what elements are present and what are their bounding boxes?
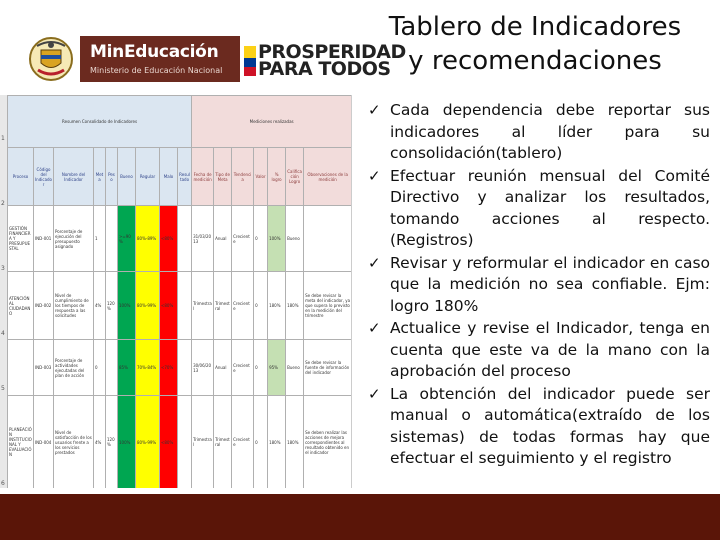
table-row: [8, 206, 352, 272]
checkmark-icon: ✓: [368, 319, 381, 337]
cell-tipo: Anual: [214, 206, 232, 272]
cell-malo: <80%: [160, 206, 178, 272]
cell-fecha: Trimestral: [192, 396, 214, 489]
col-header: Meta: [94, 148, 106, 206]
cell-malo: <70%: [160, 340, 178, 396]
checkmark-icon: ✓: [368, 253, 381, 272]
cell-proceso: GESTIÓN FINANCIERA Y PRESUPUESTAL: [8, 206, 34, 272]
title-line-2: y recomendaciones: [408, 46, 662, 76]
cell-resultado: [178, 340, 192, 396]
section-summary: Resumen Consolidado de Indicadores: [8, 96, 192, 148]
cell-codigo: IND-002: [34, 272, 54, 340]
cell-tendencia: Creciente: [232, 272, 254, 340]
cell-observaciones: Se debe revisar la fuente de información del indicador: [304, 340, 352, 396]
cell-resultado: [178, 272, 192, 340]
cell-tendencia: Creciente: [232, 340, 254, 396]
bullet-text: Revisar y reformular el indicador en caso que la medición no sea confiable. Ejm: logro 180%: [390, 253, 710, 315]
cell-regular: 80%-89%: [136, 206, 160, 272]
ministry-name: MinEducación: [90, 42, 219, 62]
table-row: [8, 272, 352, 340]
colombia-coat-of-arms-icon: [28, 36, 74, 82]
checkmark-icon: ✓: [368, 384, 381, 403]
col-header: Peso: [106, 148, 118, 206]
row-number: 6: [1, 480, 5, 487]
bullet-text: Cada dependencia debe reportar sus indicadores al líder para su consolidación(tablero): [390, 101, 710, 162]
recommendations-list: [368, 100, 710, 471]
col-header: Código del Indicador: [34, 148, 54, 206]
col-header: Nombre del Indicador: [54, 148, 94, 206]
cell-proceso: PLANEACIÓN INSTITUCIONAL Y EVALUACIÓN: [8, 396, 34, 489]
cell-fecha: Trimestral: [192, 272, 214, 340]
list-item: [368, 318, 710, 383]
cell-tipo: Trimestral: [214, 396, 232, 489]
cell-valor: 0: [254, 206, 268, 272]
cell-fecha: 30/06/2013: [192, 340, 214, 396]
row-number: 2: [1, 200, 5, 207]
col-header: Calificación Logro: [286, 148, 304, 206]
cell-proceso: [8, 340, 34, 396]
column-header-row: [8, 148, 352, 206]
cell-bueno: 100%: [118, 396, 136, 489]
cell-peso: 120%: [106, 272, 118, 340]
cell-resultado: [178, 206, 192, 272]
cell-observaciones: Se debe revisar la meta del indicador, ya que supera lo previsto en la medición del trimestre: [304, 272, 352, 340]
indicator-spreadsheet: [0, 95, 352, 488]
cell-logro: 180%: [268, 396, 286, 489]
list-item: [368, 253, 710, 318]
col-header: Bueno: [118, 148, 136, 206]
row-number: 5: [1, 385, 5, 392]
list-item: [368, 384, 710, 470]
ministry-subtitle: Ministerio de Educación Nacional: [90, 66, 223, 75]
cell-valor: 0: [254, 272, 268, 340]
checkmark-icon: ✓: [368, 166, 381, 185]
cell-nombre: Nivel de cumplimiento de los tiempos de respuesta a las solicitudes: [54, 272, 94, 340]
cell-logro: 180%: [268, 272, 286, 340]
indicator-table: [7, 95, 352, 488]
slide-header: [0, 0, 720, 92]
col-header: Observaciones de la medición: [304, 148, 352, 206]
cell-meta: 4%: [94, 396, 106, 489]
prosperidad-text: PROSPERIDAD: [258, 41, 406, 63]
col-header: Fecha de medición: [192, 148, 214, 206]
cell-bueno: >=90%: [118, 206, 136, 272]
row-number: 1: [1, 135, 5, 142]
section-measurements: Mediciones realizadas: [192, 96, 352, 148]
cell-malo: <80%: [160, 396, 178, 489]
cell-valor: 0: [254, 396, 268, 489]
slide-title: [370, 10, 700, 78]
cell-regular: 80%-99%: [136, 396, 160, 489]
row-number: 3: [1, 265, 5, 272]
cell-calificacion: 180%: [286, 396, 304, 489]
bullet-text: Actualice y revise el Indicador, tenga en cuenta que este va de la mano con la aprobación del proceso: [390, 319, 710, 380]
prosperidad-flag-icon: [244, 46, 256, 76]
cell-observaciones: [304, 206, 352, 272]
section-header-row: [8, 96, 352, 148]
cell-codigo: IND-001: [34, 206, 54, 272]
col-header: % logro: [268, 148, 286, 206]
cell-tendencia: Creciente: [232, 396, 254, 489]
footer-bar: [0, 494, 720, 540]
cell-bueno: 100%: [118, 272, 136, 340]
cell-calificacion: Bueno: [286, 206, 304, 272]
cell-tipo: Anual: [214, 340, 232, 396]
cell-peso: [106, 206, 118, 272]
col-header: Proceso: [8, 148, 34, 206]
cell-codigo: IND-004: [34, 396, 54, 489]
cell-bueno: 85%: [118, 340, 136, 396]
cell-nombre: Porcentaje de actividades ejecutadas del plan de acción: [54, 340, 94, 396]
cell-peso: 120%: [106, 396, 118, 489]
row-number: 4: [1, 330, 5, 337]
cell-meta: 1: [94, 206, 106, 272]
cell-observaciones: Se deben realizar las acciones de mejora correspondientes al resultado obtenido en el indicador: [304, 396, 352, 489]
col-header: Tendencia: [232, 148, 254, 206]
cell-tendencia: Creciente: [232, 206, 254, 272]
table-row: [8, 340, 352, 396]
cell-malo: <80%: [160, 272, 178, 340]
cell-logro: 95%: [268, 340, 286, 396]
cell-meta: 4%: [94, 272, 106, 340]
cell-valor: 0: [254, 340, 268, 396]
col-header: Malo: [160, 148, 178, 206]
cell-regular: 80%-99%: [136, 272, 160, 340]
col-header: Resultado: [178, 148, 192, 206]
cell-resultado: [178, 396, 192, 489]
cell-calificacion: Bueno: [286, 340, 304, 396]
cell-peso: [106, 340, 118, 396]
mineducacion-logo: [80, 36, 240, 82]
checkmark-icon: ✓: [368, 101, 381, 119]
cell-nombre: Nivel de satisfacción de los usuarios frente a los servicios prestados: [54, 396, 94, 489]
bullet-text: Efectuar reunión mensual del Comité Directivo y analizar los resultados, tomando acciones al respecto. (Registros): [390, 166, 710, 249]
cell-regular: 70%-84%: [136, 340, 160, 396]
cell-tipo: Trimestral: [214, 272, 232, 340]
cell-meta: 0: [94, 340, 106, 396]
cell-fecha: 31/03/2013: [192, 206, 214, 272]
col-header: Valor: [254, 148, 268, 206]
table-row: [8, 396, 352, 489]
cell-proceso: ATENCIÓN AL CIUDADANO: [8, 272, 34, 340]
col-header: Tipo de Meta: [214, 148, 232, 206]
bullet-text: La obtención del indicador puede ser manual o automática(extraído de los sistemas) de todas formas hay que efectuar el seguimiento y el registro: [390, 384, 710, 467]
title-line-1: Tablero de Indicadores: [388, 12, 682, 42]
col-header: Regular: [136, 148, 160, 206]
list-item: [368, 100, 710, 165]
para-todos-text: PARA TODOS: [258, 58, 391, 80]
list-item: [368, 166, 710, 252]
cell-calificacion: 180%: [286, 272, 304, 340]
cell-codigo: IND-003: [34, 340, 54, 396]
cell-logro: 100%: [268, 206, 286, 272]
cell-nombre: Porcentaje de ejecución del presupuesto asignado: [54, 206, 94, 272]
